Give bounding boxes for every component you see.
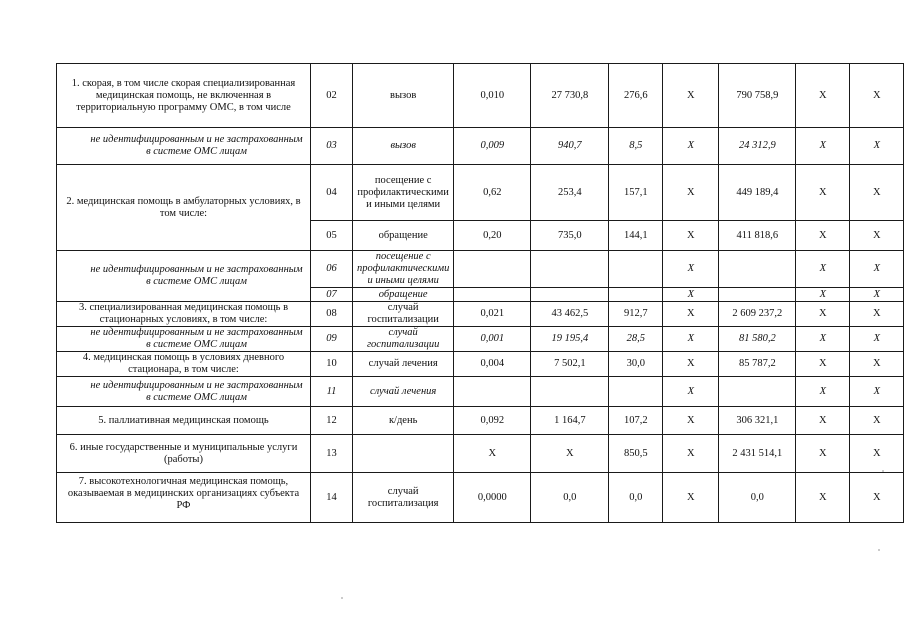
cell: 27 730,8: [531, 64, 609, 128]
cell: 7 502,1: [531, 352, 609, 377]
cell: X: [796, 288, 850, 302]
cell: X: [663, 302, 719, 327]
row-code: 03: [311, 128, 353, 165]
row-code: 13: [311, 435, 353, 473]
cell: X: [663, 327, 719, 352]
cell: 19 195,4: [531, 327, 609, 352]
row-code: 09: [311, 327, 353, 352]
cell: 449 189,4: [719, 165, 796, 221]
row-name: не идентифицированным и не застрахованным в системе ОМС лицам: [57, 327, 311, 352]
cell: X: [663, 473, 719, 523]
table-row: [57, 407, 904, 435]
cell: [609, 288, 663, 302]
cell: X: [796, 64, 850, 128]
cell: 2 609 237,2: [719, 302, 796, 327]
row-code: 14: [311, 473, 353, 523]
cell: X: [663, 64, 719, 128]
cell: X: [850, 327, 904, 352]
cell: X: [796, 327, 850, 352]
table-row: [57, 251, 904, 288]
cell: 735,0: [531, 221, 609, 251]
row-code: 04: [311, 165, 353, 221]
row-name: не идентифицированным и не застрахованным в системе ОМС лицам: [57, 128, 311, 165]
cell: 0,092: [454, 407, 531, 435]
cell: X: [663, 251, 719, 288]
row-unit: случай лечения: [353, 377, 454, 407]
cell: X: [796, 221, 850, 251]
cell: 28,5: [609, 327, 663, 352]
cell: X: [663, 352, 719, 377]
row-unit: посещение с профилактическими и иными целями: [353, 165, 454, 221]
row-unit: обращение: [353, 288, 454, 302]
cell: 0,010: [454, 64, 531, 128]
cell: X: [531, 435, 609, 473]
row-code: 02: [311, 64, 353, 128]
cell: 2 431 514,1: [719, 435, 796, 473]
table-row: [57, 327, 904, 352]
table-row: [57, 128, 904, 165]
cell: X: [850, 165, 904, 221]
cell: X: [796, 302, 850, 327]
cell: X: [850, 352, 904, 377]
table-row: [57, 435, 904, 473]
cell: X: [850, 128, 904, 165]
cell: 790 758,9: [719, 64, 796, 128]
cell: [454, 288, 531, 302]
cell: 144,1: [609, 221, 663, 251]
cell: X: [454, 435, 531, 473]
row-code: 11: [311, 377, 353, 407]
cell: 0,0: [531, 473, 609, 523]
cell: [531, 377, 609, 407]
cell: X: [796, 377, 850, 407]
scan-speck: [341, 597, 343, 599]
row-unit: [353, 435, 454, 473]
row-unit: обращение: [353, 221, 454, 251]
row-code: 05: [311, 221, 353, 251]
row-name: не идентифицированным и не застрахованным в системе ОМС лицам: [57, 377, 311, 407]
row-unit: к/день: [353, 407, 454, 435]
table-row: [57, 377, 904, 407]
cell: X: [663, 407, 719, 435]
row-unit: случай госпитализация: [353, 473, 454, 523]
row-unit: посещение с профилактическими и иными целями: [353, 251, 454, 288]
table-row: [57, 64, 904, 128]
cell: 157,1: [609, 165, 663, 221]
cell: X: [850, 435, 904, 473]
cell: 0,0000: [454, 473, 531, 523]
row-unit: вызов: [353, 64, 454, 128]
cell: 0,62: [454, 165, 531, 221]
cell: X: [663, 221, 719, 251]
cell: 0,004: [454, 352, 531, 377]
cell: 30,0: [609, 352, 663, 377]
cell: 0,021: [454, 302, 531, 327]
row-code: 06: [311, 251, 353, 288]
cell: X: [796, 473, 850, 523]
cell: 0,20: [454, 221, 531, 251]
cell: [719, 288, 796, 302]
cell: X: [850, 377, 904, 407]
row-unit: вызов: [353, 128, 454, 165]
cell: X: [796, 352, 850, 377]
cell: 8,5: [609, 128, 663, 165]
cell: X: [663, 377, 719, 407]
cell: 85 787,2: [719, 352, 796, 377]
cell: X: [663, 288, 719, 302]
row-unit: случай госпитализации: [353, 302, 454, 327]
cell: [719, 251, 796, 288]
scan-speck: [878, 549, 880, 551]
cell: X: [796, 128, 850, 165]
cell: [609, 251, 663, 288]
row-name: 6. иные государственные и муниципальные услуги (работы): [57, 435, 311, 473]
cell: 276,6: [609, 64, 663, 128]
cell: X: [663, 165, 719, 221]
table-row: [57, 473, 904, 523]
cell: [454, 251, 531, 288]
cell: X: [796, 407, 850, 435]
row-code: 12: [311, 407, 353, 435]
row-name: 2. медицинская помощь в амбулаторных условиях, в том числе:: [57, 165, 311, 251]
cell: 306 321,1: [719, 407, 796, 435]
cell: 107,2: [609, 407, 663, 435]
cell: 912,7: [609, 302, 663, 327]
cell: X: [850, 407, 904, 435]
cell: X: [850, 302, 904, 327]
table-row: [57, 165, 904, 221]
cell: [531, 251, 609, 288]
tariff-table: [56, 63, 904, 523]
cell: 411 818,6: [719, 221, 796, 251]
row-name: 4. медицинская помощь в условиях дневного стационара, в том числе:: [57, 352, 311, 377]
row-name: не идентифицированным и не застрахованным в системе ОМС лицам: [57, 251, 311, 302]
row-unit: случай госпитализации: [353, 327, 454, 352]
row-name: 7. высокотехнологичная медицинская помощь, оказываемая в медицинских организациях субъекта РФ: [57, 473, 311, 523]
row-code: 08: [311, 302, 353, 327]
cell: [609, 377, 663, 407]
cell: X: [796, 251, 850, 288]
cell: 0,001: [454, 327, 531, 352]
cell: 0,0: [719, 473, 796, 523]
cell: [719, 377, 796, 407]
cell: [531, 288, 609, 302]
row-unit: случай лечения: [353, 352, 454, 377]
cell: 850,5: [609, 435, 663, 473]
cell: [454, 377, 531, 407]
cell: X: [796, 165, 850, 221]
cell: X: [850, 64, 904, 128]
cell: 24 312,9: [719, 128, 796, 165]
scan-speck: [882, 470, 884, 472]
cell: X: [850, 473, 904, 523]
cell: 0,009: [454, 128, 531, 165]
row-code: 07: [311, 288, 353, 302]
cell: 1 164,7: [531, 407, 609, 435]
cell: 0,0: [609, 473, 663, 523]
cell: X: [850, 251, 904, 288]
table-row: [57, 302, 904, 327]
row-code: 10: [311, 352, 353, 377]
row-name: 1. скорая, в том числе скорая специализированная медицинская помощь, не включенная в территориальную программу ОМС, в том числе: [57, 64, 311, 128]
cell: 253,4: [531, 165, 609, 221]
cell: X: [850, 221, 904, 251]
cell: X: [663, 128, 719, 165]
row-name: 3. специализированная медицинская помощь в стационарных условиях, в том числе:: [57, 302, 311, 327]
table-row: [57, 352, 904, 377]
cell: 940,7: [531, 128, 609, 165]
cell: 81 580,2: [719, 327, 796, 352]
row-name: 5. паллиативная медицинская помощь: [57, 407, 311, 435]
cell: X: [850, 288, 904, 302]
cell: X: [796, 435, 850, 473]
cell: 43 462,5: [531, 302, 609, 327]
cell: X: [663, 435, 719, 473]
